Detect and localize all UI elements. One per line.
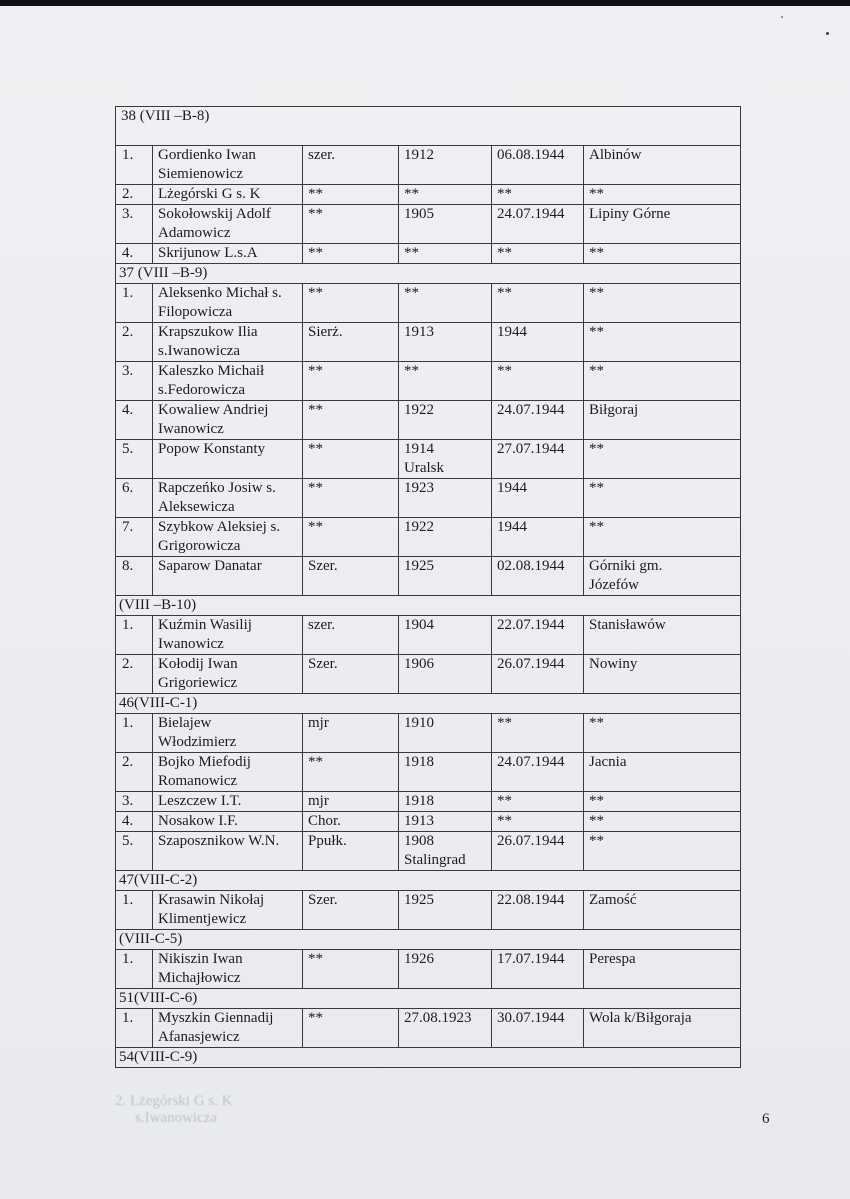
table-row <box>116 440 741 479</box>
birth-year: 1918 <box>399 792 492 812</box>
birth-year: 27.08.1923 <box>399 1009 492 1048</box>
military-rank: szer. <box>303 616 399 655</box>
military-rank: ** <box>303 479 399 518</box>
military-rank: szer. <box>303 146 399 185</box>
military-rank: ** <box>303 518 399 557</box>
death-date: 24.07.1944 <box>492 205 584 244</box>
death-date: 1944 <box>492 323 584 362</box>
scan-speck <box>781 16 783 18</box>
person-name: Aleksenko Michał s. Filopowicza <box>153 284 303 323</box>
table-row <box>116 185 741 205</box>
person-name: Kołodij Iwan Grigoriewicz <box>153 655 303 694</box>
row-number: 1. <box>116 1009 153 1048</box>
military-rank: ** <box>303 950 399 989</box>
person-name: Krapszukow Ilia s.Iwanowicza <box>153 323 303 362</box>
row-number: 3. <box>116 205 153 244</box>
row-number: 2. <box>116 655 153 694</box>
row-number: 7. <box>116 518 153 557</box>
birth-year: 1913 <box>399 323 492 362</box>
birth-year: 1910 <box>399 714 492 753</box>
military-rank: Ppułk. <box>303 832 399 871</box>
death-place: Wola k/Biłgoraja <box>584 1009 741 1048</box>
death-place: Biłgoraj <box>584 401 741 440</box>
birth-year: 1905 <box>399 205 492 244</box>
person-name: Lżegórski G s. K <box>153 185 303 205</box>
section-title: 38 (VIII –B-8) <box>116 107 741 146</box>
table-row <box>116 812 741 832</box>
table-row <box>116 284 741 323</box>
group-header-row <box>116 1048 741 1068</box>
death-date: 26.07.1944 <box>492 832 584 871</box>
table-row <box>116 518 741 557</box>
death-place: ** <box>584 284 741 323</box>
death-date: 22.08.1944 <box>492 891 584 930</box>
birth-year: 1922 <box>399 518 492 557</box>
row-number: 4. <box>116 244 153 264</box>
death-date: 22.07.1944 <box>492 616 584 655</box>
birth-year: 1912 <box>399 146 492 185</box>
person-name: Nosakow I.F. <box>153 812 303 832</box>
group-header-row <box>116 694 741 714</box>
birth-year: ** <box>399 284 492 323</box>
row-number: 1. <box>116 714 153 753</box>
group-header: 47(VIII-C-2) <box>116 871 741 891</box>
death-date: 26.07.1944 <box>492 655 584 694</box>
group-header: 37 (VIII –B-9) <box>116 264 741 284</box>
birth-year: 1913 <box>399 812 492 832</box>
group-header-row <box>116 871 741 891</box>
row-number: 2. <box>116 323 153 362</box>
person-name: Myszkin Giennadij Afanasjewicz <box>153 1009 303 1048</box>
table-row <box>116 362 741 401</box>
birth-year: 1923 <box>399 479 492 518</box>
death-date: 1944 <box>492 518 584 557</box>
military-rank: mjr <box>303 714 399 753</box>
person-name: Kuźmin Wasilij Iwanowicz <box>153 616 303 655</box>
military-rank: ** <box>303 244 399 264</box>
group-header-row <box>116 930 741 950</box>
death-place: Stanisławów <box>584 616 741 655</box>
table-row <box>116 832 741 871</box>
military-rank: ** <box>303 185 399 205</box>
death-place: ** <box>584 714 741 753</box>
burial-records-table <box>115 106 741 1068</box>
military-rank: ** <box>303 362 399 401</box>
death-place: Nowiny <box>584 655 741 694</box>
row-number: 2. <box>116 753 153 792</box>
row-number: 3. <box>116 362 153 401</box>
person-name: Nikiszin Iwan Michajłowicz <box>153 950 303 989</box>
table-row <box>116 1009 741 1048</box>
death-date: 24.07.1944 <box>492 753 584 792</box>
table-row <box>116 244 741 264</box>
birth-year: 1922 <box>399 401 492 440</box>
death-date: 1944 <box>492 479 584 518</box>
row-number: 1. <box>116 950 153 989</box>
scan-speck <box>826 32 829 35</box>
table-row <box>116 891 741 930</box>
death-date: 27.07.1944 <box>492 440 584 479</box>
birth-year: 1925 <box>399 557 492 596</box>
person-name: Bojko Miefodij Romanowicz <box>153 753 303 792</box>
birth-year: ** <box>399 244 492 264</box>
person-name: Bielajew Włodzimierz <box>153 714 303 753</box>
row-number: 4. <box>116 401 153 440</box>
person-name: Sokołowskij Adolf Adamowicz <box>153 205 303 244</box>
table-row <box>116 479 741 518</box>
birth-year: ** <box>399 185 492 205</box>
death-place: ** <box>584 185 741 205</box>
person-name: Rapczeńko Josiw s. Aleksewicza <box>153 479 303 518</box>
table-row <box>116 655 741 694</box>
death-place: ** <box>584 792 741 812</box>
row-number: 3. <box>116 792 153 812</box>
military-rank: Sierż. <box>303 323 399 362</box>
death-place: Albinów <box>584 146 741 185</box>
death-date: ** <box>492 284 584 323</box>
military-rank: ** <box>303 401 399 440</box>
group-header: (VIII-C-5) <box>116 930 741 950</box>
row-number: 1. <box>116 284 153 323</box>
birth-year: 1926 <box>399 950 492 989</box>
death-place: ** <box>584 479 741 518</box>
table-row <box>116 146 741 185</box>
death-date: ** <box>492 185 584 205</box>
table-row <box>116 557 741 596</box>
birth-year: 1918 <box>399 753 492 792</box>
person-name: Popow Konstanty <box>153 440 303 479</box>
row-number: 5. <box>116 440 153 479</box>
death-place: ** <box>584 440 741 479</box>
birth-year: 1908 Stalingrad <box>399 832 492 871</box>
death-place: Górniki gm. Józefów <box>584 557 741 596</box>
birth-year: ** <box>399 362 492 401</box>
person-name: Gordienko Iwan Siemienowicz <box>153 146 303 185</box>
military-rank: Szer. <box>303 557 399 596</box>
death-place: ** <box>584 323 741 362</box>
military-rank: ** <box>303 1009 399 1048</box>
row-number: 6. <box>116 479 153 518</box>
group-header: 54(VIII-C-9) <box>116 1048 741 1068</box>
death-place: ** <box>584 362 741 401</box>
table-row <box>116 323 741 362</box>
row-number: 8. <box>116 557 153 596</box>
birth-year: 1904 <box>399 616 492 655</box>
birth-year: 1906 <box>399 655 492 694</box>
death-date: 24.07.1944 <box>492 401 584 440</box>
military-rank: ** <box>303 205 399 244</box>
death-place: Zamość <box>584 891 741 930</box>
row-number: 4. <box>116 812 153 832</box>
person-name: Szaposznikow W.N. <box>153 832 303 871</box>
person-name: Leszczew I.T. <box>153 792 303 812</box>
person-name: Skrijunow L.s.A <box>153 244 303 264</box>
military-rank: mjr <box>303 792 399 812</box>
row-number: 5. <box>116 832 153 871</box>
death-date: 17.07.1944 <box>492 950 584 989</box>
death-date: ** <box>492 362 584 401</box>
row-number: 1. <box>116 616 153 655</box>
person-name: Kaleszko Michaił s.Fedorowicza <box>153 362 303 401</box>
death-date: ** <box>492 714 584 753</box>
military-rank: Szer. <box>303 891 399 930</box>
death-date: ** <box>492 244 584 264</box>
table-row <box>116 714 741 753</box>
person-name: Krasawin Nikołaj Klimentjewicz <box>153 891 303 930</box>
birth-year: 1925 <box>399 891 492 930</box>
bleed-through-text: 2. Lżegórski G s. K s.Iwanowicza <box>115 1093 233 1126</box>
table-row <box>116 205 741 244</box>
group-header: 46(VIII-C-1) <box>116 694 741 714</box>
row-number: 2. <box>116 185 153 205</box>
person-name: Saparow Danatar <box>153 557 303 596</box>
death-date: 06.08.1944 <box>492 146 584 185</box>
death-place: ** <box>584 244 741 264</box>
death-date: 02.08.1944 <box>492 557 584 596</box>
row-number: 1. <box>116 891 153 930</box>
table-row <box>116 616 741 655</box>
table-row <box>116 950 741 989</box>
group-header-row <box>116 596 741 616</box>
death-place: Lipiny Górne <box>584 205 741 244</box>
table-body <box>116 107 741 1068</box>
table-header-row <box>116 107 741 146</box>
group-header-row <box>116 264 741 284</box>
death-date: ** <box>492 812 584 832</box>
group-header-row <box>116 989 741 1009</box>
death-date: ** <box>492 792 584 812</box>
group-header: (VIII –B-10) <box>116 596 741 616</box>
birth-year: 1914 Uralsk <box>399 440 492 479</box>
table-row <box>116 792 741 812</box>
military-rank: Szer. <box>303 655 399 694</box>
person-name: Kowaliew Andriej Iwanowicz <box>153 401 303 440</box>
table-row <box>116 753 741 792</box>
military-rank: ** <box>303 440 399 479</box>
table-row <box>116 401 741 440</box>
group-header: 51(VIII-C-6) <box>116 989 741 1009</box>
military-rank: Chor. <box>303 812 399 832</box>
death-place: Jacnia <box>584 753 741 792</box>
death-place: ** <box>584 832 741 871</box>
person-name: Szybkow Aleksiej s. Grigorowicza <box>153 518 303 557</box>
military-rank: ** <box>303 284 399 323</box>
death-place: ** <box>584 812 741 832</box>
death-date: 30.07.1944 <box>492 1009 584 1048</box>
page-number: 6 <box>762 1111 770 1127</box>
military-rank: ** <box>303 753 399 792</box>
death-place: ** <box>584 518 741 557</box>
row-number: 1. <box>116 146 153 185</box>
death-place: Perespa <box>584 950 741 989</box>
